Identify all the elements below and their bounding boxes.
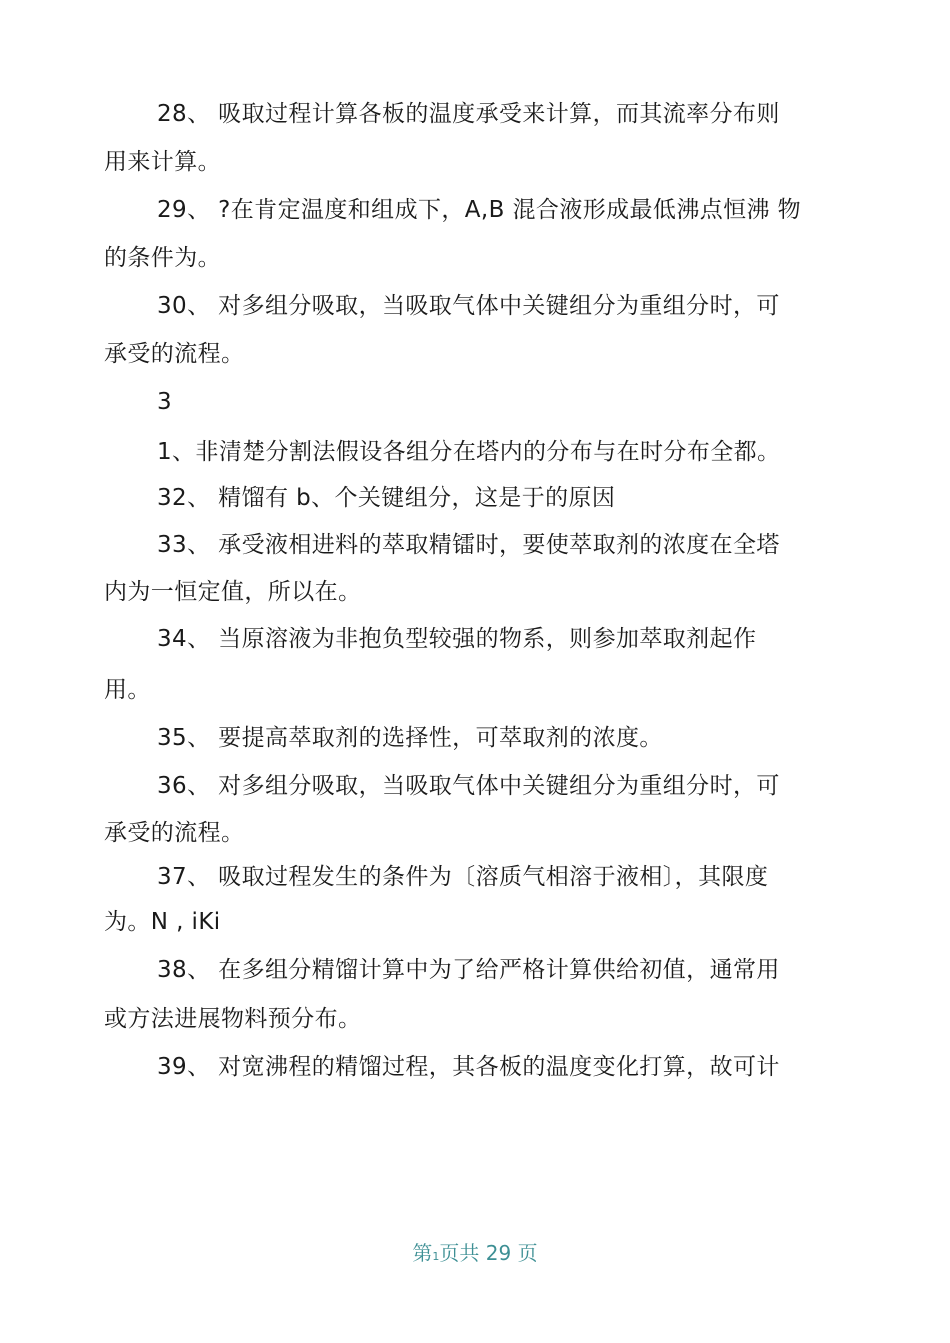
question-33-line-2: 内为一恒定值，所以在。: [104, 579, 362, 605]
question-35-line-1: 35、 要提高萃取剂的选择性，可萃取剂的浓度。: [157, 725, 663, 751]
question-33-line-1: 33、 承受液相进料的萃取精镭时，要使萃取剂的浓度在全塔: [157, 532, 780, 558]
question-32-line-1: 32、 精馏有 b、个关键组分，这是于的原因: [157, 485, 616, 511]
question-38-line-2: 或方法进展物料预分布。: [104, 1006, 362, 1032]
question-34-line-1: 34、 当原溶液为非抱负型较强的物系，则参加萃取剂起作: [157, 626, 757, 652]
footer-suffix: 页: [517, 1241, 538, 1265]
question-39-line-1: 39、 对宽沸程的精馏过程，其各板的温度变化打算，故可计: [157, 1054, 780, 1080]
question-29-line-2: 的条件为。: [104, 245, 221, 271]
question-28-line-1: 28、 吸取过程计算各板的温度承受来计算，而其流率分布则: [157, 101, 780, 127]
page-footer: [0, 1237, 950, 1266]
question-36-line-1: 36、 对多组分吸取，当吸取气体中关键组分为重组分时，可: [157, 773, 780, 799]
question-30-line-2: 承受的流程。: [104, 341, 245, 367]
question-37-line-1: 37、 吸取过程发生的条件为〔溶质气相溶于液相〕，其限度: [157, 864, 769, 890]
footer-middle: 页共: [439, 1241, 480, 1265]
question-37-line-2: 为。N , iKi: [104, 909, 221, 935]
footer-page-number: 1: [432, 1250, 440, 1263]
question-36-line-2: 承受的流程。: [104, 820, 245, 846]
question-31-line-1: 1、非清楚分割法假设各组分在塔内的分布与在时分布全都。: [157, 439, 781, 465]
question-28-line-2: 用来计算。: [104, 149, 221, 175]
question-34-line-2: 用。: [104, 677, 151, 703]
footer-total-pages: 29: [485, 1241, 512, 1265]
page-fragment-number: 3: [157, 389, 173, 415]
question-38-line-1: 38、 在多组分精馏计算中为了给严格计算供给初值，通常用: [157, 957, 780, 983]
question-29-line-1: 29、 ?在肯定温度和组成下，A,B 混合液形成最低沸点恒沸 物: [157, 197, 802, 223]
question-30-line-1: 30、 对多组分吸取，当吸取气体中关键组分为重组分时，可: [157, 293, 780, 319]
footer-prefix: 第: [412, 1241, 433, 1265]
